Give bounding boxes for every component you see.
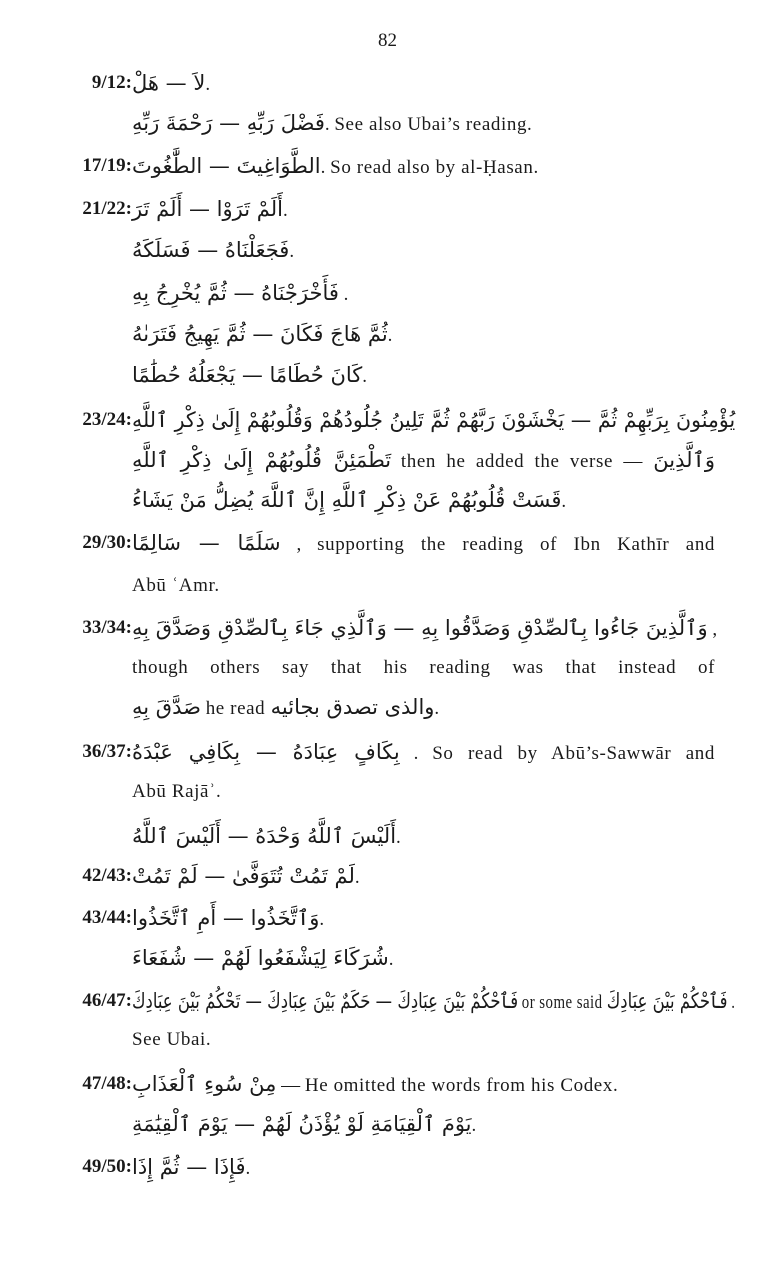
arabic-variant: وَٱلَّذِينَ <box>653 448 715 472</box>
line-text <box>132 610 718 648</box>
arabic-variant: فَجَعَلْنَاهُ — فَسَلَكَهُ <box>132 238 290 262</box>
entry-line <box>0 65 775 101</box>
entry-line <box>0 482 775 518</box>
line-text <box>132 275 715 313</box>
entry-line <box>0 983 775 1019</box>
arabic-variant: يَوْمَ ٱلْقِيَامَةِ لَوْ يُؤْذَنُ لَهُمْ — يَوْمَ ٱلْقِيَٰمَةِ <box>132 1112 472 1136</box>
commentary-text: See Ubai. <box>132 1029 212 1050</box>
entry-line <box>0 774 775 810</box>
entry-line <box>0 148 775 184</box>
arabic-variant: بِكَافٍ عِبَادَهُ — بِكَافِي عَبْدَهُ <box>132 740 400 764</box>
arabic-variant: سَلَمًا — سَالِمًا <box>132 531 281 555</box>
commentary-text: . <box>205 74 211 95</box>
line-text <box>132 1149 715 1187</box>
page-number: 82 <box>378 30 397 51</box>
entry-line <box>0 940 775 976</box>
verse-reference: 9/12: <box>91 72 132 93</box>
entry-line <box>0 105 775 141</box>
arabic-variant: لَمْ تَمُتْ تُتَوَفَّىٰ — لَمْ تَمُتْ <box>132 864 355 888</box>
entry-line <box>0 316 775 352</box>
commentary-text: though others say that his reading was that instead of <box>132 657 715 678</box>
commentary-text: — He omitted the words from his Codex. <box>276 1075 619 1096</box>
commentary-text: . <box>338 284 349 305</box>
commentary-text: . <box>731 992 735 1013</box>
verse-reference: 29/30: <box>82 532 132 553</box>
line-text <box>132 774 715 810</box>
line-text <box>132 1022 715 1058</box>
entry-line <box>0 1106 775 1142</box>
commentary-text: Abū ʿAmr. <box>132 575 220 596</box>
entry-line <box>0 734 775 770</box>
line-text <box>132 232 715 270</box>
commentary-text: , supporting the reading of Ibn Kathīr and <box>296 534 716 555</box>
line-text <box>132 105 715 143</box>
line-text <box>132 316 715 354</box>
entry-line <box>0 442 775 478</box>
entry-line <box>0 689 775 725</box>
arabic-variant: والذى تصدق بجائيه <box>270 695 435 719</box>
verse-reference: 23/24: <box>82 409 132 430</box>
line-text <box>132 689 715 727</box>
commentary-text: or some said <box>521 992 607 1013</box>
arabic-variant: فَٱحْكُمْ بَيْنَ عِبَادِكَ — حَكَمٌ بَيْنَ عِبَادِكَ — تَحْكُمُ بَيْنَ عِبَادِكَ <box>132 989 519 1013</box>
line-text <box>132 1066 715 1104</box>
commentary-text: . <box>319 909 325 930</box>
entry-line <box>0 275 775 311</box>
arabic-variant: لاَ — هَلْ <box>132 71 206 95</box>
commentary-text: . <box>354 867 360 888</box>
arabic-variant: وَٱتَّخَذُوا — أَمِ ٱتَّخَذُوا <box>132 906 320 930</box>
arabic-variant: صَدَّقَ بِهِ <box>132 695 201 719</box>
entry-line <box>0 1149 775 1185</box>
arabic-variant: كَانَ حُطَامًا — يَجْعَلُهُ حُطَٰمًا <box>132 363 363 387</box>
line-text <box>132 525 715 563</box>
entry-line <box>0 1022 775 1058</box>
arabic-variant: شُرَكَاءَ لِيَشْفَعُوا لَهُمْ — شُفَعَاءَ <box>132 946 389 970</box>
line-text <box>132 983 735 1021</box>
verse-reference: 17/19: <box>82 155 132 176</box>
line-text <box>132 858 715 896</box>
line-text <box>132 940 715 978</box>
verse-reference: 46/47: <box>82 990 132 1011</box>
arabic-variant: أَلَمْ تَرَوْا — أَلَمْ تَرَ <box>132 197 283 221</box>
line-text <box>132 148 715 186</box>
verse-reference: 36/37: <box>82 741 132 762</box>
entry-line <box>0 610 775 646</box>
line-text <box>132 1106 715 1144</box>
commentary-text: . <box>561 491 567 512</box>
arabic-variant: فَإِذَا — ثُمَّ إِذَا <box>132 1155 246 1179</box>
entry-line <box>0 357 775 393</box>
arabic-variant: أَلَيْسَ ٱللَّهُ وَحْدَهُ — أَلَيْسَ ٱللَّهُ <box>132 824 397 848</box>
commentary-text: . <box>289 241 295 262</box>
arabic-variant: فَٱحْكُمْ بَيْنَ عِبَادِكَ <box>606 989 728 1013</box>
line-text <box>132 734 715 772</box>
verse-reference: 33/34: <box>82 617 132 638</box>
line-text <box>132 482 715 520</box>
entry-line <box>0 525 775 561</box>
commentary-text: . So read also by al-Ḥasan. <box>320 157 539 178</box>
commentary-text: . <box>434 698 440 719</box>
commentary-text: . <box>396 827 401 848</box>
commentary-text: . See also Ubai’s reading. <box>324 114 533 135</box>
commentary-text: . <box>245 1158 251 1179</box>
arabic-variant: يُؤْمِنُونَ بِرَبِّهِمْ ثُمَّ — يَخْشَوْنَ رَبَّهُمْ ثُمَّ تَلِينُ جُلُودُهُمْ وَقُلُوبُهُمْ إِلَىٰ ذِكْرِ ٱللَّهِ <box>132 408 736 432</box>
commentary-text: . <box>362 366 368 387</box>
commentary-text: Abū Rajāʾ. <box>132 781 222 802</box>
entry-line <box>0 568 775 604</box>
verse-reference: 49/50: <box>82 1156 132 1177</box>
line-text <box>132 818 715 856</box>
line-text <box>132 650 715 686</box>
commentary-text: he read <box>200 698 271 719</box>
line-text <box>132 442 715 480</box>
arabic-variant: وَٱلَّذِينَ جَاءُوا بِٱلصِّدْقِ وَصَدَّقُوا بِهِ — وَٱلَّذِي جَاءَ بِٱلصِّدْقِ وَصَدَّقَ بِهِ <box>132 616 708 640</box>
arabic-variant: ثُمَّ هَاجَ فَكَانَ — ثُمَّ يَهِيجُ فَتَرَىٰهُ <box>132 322 388 346</box>
line-text <box>132 357 715 395</box>
entry-line <box>0 858 775 894</box>
arabic-variant: تَطْمَئِنَّ قُلُوبُهُمْ إِلَىٰ ذِكْرِ ٱللَّهِ <box>132 448 392 472</box>
commentary-text: then he added the verse — <box>400 451 654 472</box>
verse-reference: 43/44: <box>82 907 132 928</box>
commentary-text: , <box>712 619 718 640</box>
entry-line <box>0 900 775 936</box>
commentary-text: . <box>471 1115 477 1136</box>
verse-reference: 42/43: <box>82 865 132 886</box>
entry-line <box>0 818 775 854</box>
arabic-variant: فَأَخْرَجْنَاهُ — ثُمَّ يُخْرِجُ بِهِ <box>132 281 339 305</box>
arabic-variant: مِنْ سُوءِ ٱلْعَذَابِ <box>132 1072 277 1096</box>
entry-line <box>0 402 775 438</box>
line-text <box>132 402 735 440</box>
verse-reference: 47/48: <box>82 1073 132 1094</box>
commentary-text: . <box>387 325 393 346</box>
verse-reference: 21/22: <box>82 198 132 219</box>
entry-line <box>0 191 775 227</box>
entry-line <box>0 1066 775 1102</box>
line-text <box>132 65 715 103</box>
line-text <box>132 191 715 229</box>
line-text <box>132 900 715 938</box>
arabic-variant: الطَّوَاغِيتَ — الطَّٰغُوتَ <box>132 154 321 178</box>
line-text <box>132 568 715 604</box>
entry-line <box>0 650 775 686</box>
arabic-variant: فَضْلَ رَبِّهِ — رَحْمَةَ رَبِّهِ <box>132 111 325 135</box>
commentary-text: . So read by Abū’s-Sawwār and <box>413 743 715 764</box>
entry-line <box>0 232 775 268</box>
commentary-text: . <box>282 200 288 221</box>
commentary-text: . <box>388 949 394 970</box>
arabic-variant: قَسَتْ قُلُوبُهُمْ عَنْ ذِكْرِ ٱللَّهِ إِنَّ ٱللَّهَ يُضِلُّ مَنْ يَشَاءُ <box>132 488 562 512</box>
